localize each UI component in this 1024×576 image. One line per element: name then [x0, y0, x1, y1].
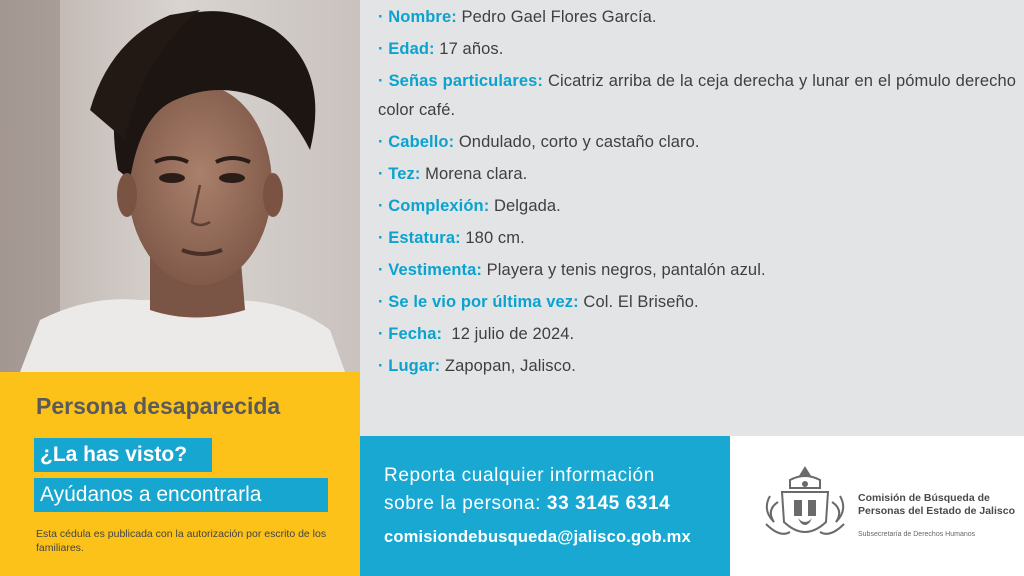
- jalisco-coat-of-arms-icon: [760, 462, 850, 548]
- agency-subtitle: Subsecretaría de Derechos Humanos: [858, 531, 976, 538]
- contact-phone[interactable]: 33 3145 6314: [546, 493, 671, 514]
- detail-value: Morena clara.: [420, 165, 528, 183]
- detail-value: 12 julio de 2024.: [442, 325, 575, 343]
- banner-question: ¿La has visto?: [34, 438, 212, 472]
- contact-email[interactable]: comisiondebusqueda@jalisco.gob.mx: [384, 528, 691, 546]
- contact-line2-prefix: sobre la persona:: [384, 493, 547, 514]
- detail-cabello: [378, 133, 1016, 152]
- detail-label: · Lugar:: [378, 357, 441, 375]
- detail-fecha: [378, 325, 1016, 344]
- detail-label: · Se le vio por última vez:: [378, 293, 579, 311]
- banner-help: Ayúdanos a encontrarla: [34, 478, 328, 512]
- detail-label: · Cabello:: [378, 133, 455, 151]
- detail-value: 17 años.: [434, 40, 504, 58]
- detail-lugar: [378, 357, 1016, 376]
- detail-label: · Vestimenta:: [378, 261, 482, 279]
- detail-value: Cicatriz arriba de la ceja derecha y lunar en el pómulo derecho color café.: [378, 72, 1016, 119]
- detail-value: Playera y tenis negros, pantalón azul.: [482, 261, 766, 279]
- detail-vestimenta: [378, 261, 1016, 280]
- agency-name: Comisión de Búsqueda de Personas del Estado de Jalisco: [858, 492, 1015, 517]
- detail-label: · Nombre:: [378, 8, 457, 26]
- portrait-illustration: [0, 0, 360, 372]
- detail-value: Pedro Gael Flores García.: [456, 8, 657, 26]
- contact-line2: [384, 493, 670, 515]
- detail-nombre: [378, 8, 1016, 27]
- detail-value: Zapopan, Jalisco.: [440, 357, 576, 375]
- detail-label: · Estatura:: [378, 229, 461, 247]
- banner-note: Esta cédula es publicada con la autorización por escrito de los familiares.: [36, 528, 327, 554]
- contact-line1: Reporta cualquier información: [384, 465, 655, 486]
- detail-label: · Fecha:: [378, 325, 443, 343]
- contact-block: [360, 436, 730, 576]
- missing-banner: [0, 372, 360, 576]
- details-panel: [360, 0, 1024, 436]
- detail-value: 180 cm.: [460, 229, 525, 247]
- agency-logo-block: [730, 436, 1024, 576]
- detail-label: · Edad:: [378, 40, 435, 58]
- banner-title: Persona desaparecida: [36, 393, 281, 419]
- detail-label: · Complexión:: [378, 197, 490, 215]
- missing-person-photo: [0, 0, 360, 372]
- detail-tez: [378, 165, 1016, 184]
- detail-complexion: [378, 197, 1016, 216]
- detail-edad: [378, 40, 1016, 59]
- detail-senas: [378, 67, 1016, 125]
- detail-estatura: [378, 229, 1016, 248]
- detail-ultima-vez: [378, 293, 1016, 312]
- detail-label: · Tez:: [378, 165, 421, 183]
- detail-value: Delgada.: [489, 197, 561, 215]
- detail-label: · Señas particulares:: [378, 72, 543, 90]
- detail-value: Ondulado, corto y castaño claro.: [454, 133, 700, 151]
- detail-value: Col. El Briseño.: [578, 293, 699, 311]
